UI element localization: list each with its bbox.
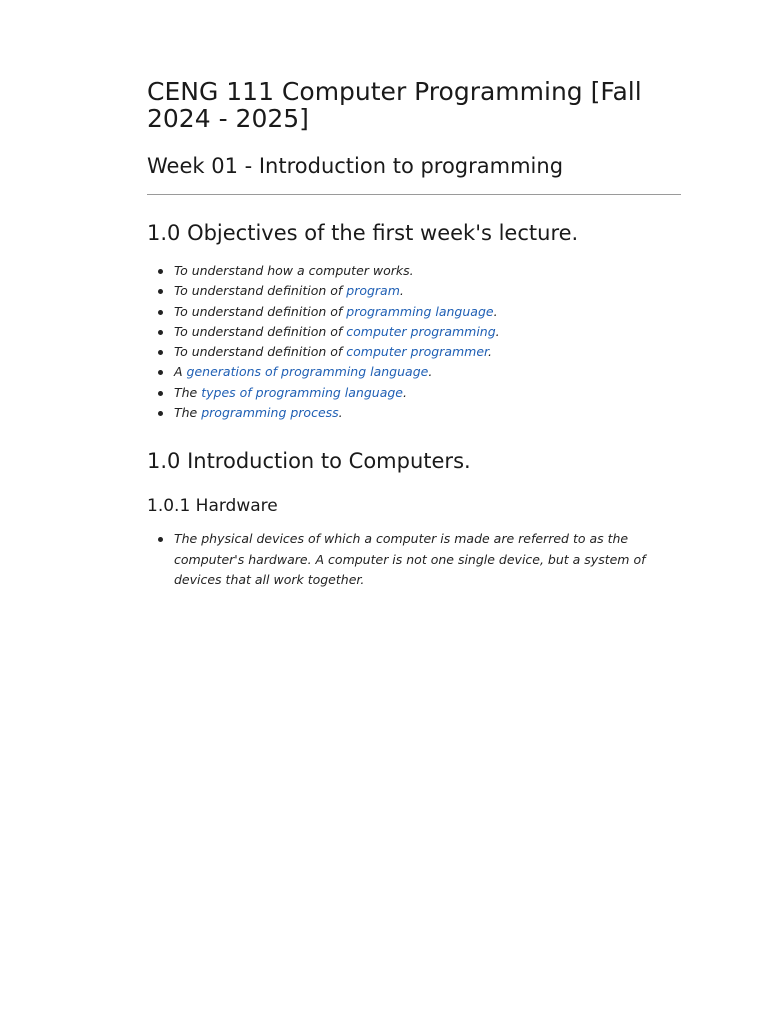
list-item	[174, 383, 681, 403]
list-item	[174, 403, 681, 423]
list-item	[174, 281, 681, 301]
link-program[interactable]: program	[346, 283, 400, 299]
objectives-heading: 1.0 Objectives of the first week's lecture.	[147, 221, 579, 245]
objectives-list	[147, 261, 681, 423]
list-item	[174, 322, 681, 342]
divider	[147, 194, 681, 195]
objective-text: A	[174, 364, 187, 380]
objective-end: .	[399, 283, 404, 299]
link-computer-programming[interactable]: computer programming	[346, 323, 496, 339]
list-item	[174, 302, 681, 322]
objective-text: To understand definition of	[174, 323, 347, 339]
hardware-heading: 1.0.1 Hardware	[147, 496, 278, 517]
week-heading: Week 01 - Introduction to programming	[147, 154, 564, 178]
intro-heading: 1.0 Introduction to Computers.	[147, 449, 471, 474]
hardware-text: The physical devices of which a computer is made are referred to as the computer's hardware. A computer is not one single device, but a system of devices that all work together.	[174, 531, 646, 587]
list-item	[174, 261, 681, 281]
link-generations-of-programming-language[interactable]: generations of programming language	[186, 364, 429, 380]
link-computer-programmer[interactable]: computer programmer	[346, 344, 489, 360]
objective-text: To understand definition of	[174, 283, 347, 299]
objective-text: To understand how a computer works.	[174, 263, 414, 278]
objective-text: The	[174, 405, 202, 421]
list-item	[174, 362, 681, 382]
objective-end: .	[493, 303, 498, 319]
list-item	[174, 342, 681, 362]
objective-end: .	[428, 364, 433, 380]
document-page	[147, 78, 681, 590]
objective-end: .	[495, 323, 500, 339]
hardware-list	[147, 529, 681, 590]
objective-end: .	[338, 405, 343, 421]
objective-text: The	[174, 384, 202, 400]
link-programming-process[interactable]: programming process	[201, 405, 339, 421]
list-item	[174, 529, 681, 590]
objective-text: To understand definition of	[174, 344, 347, 360]
objective-text: To understand definition of	[174, 303, 347, 319]
objective-end: .	[488, 344, 492, 360]
link-types-of-programming-language[interactable]: types of programming language	[201, 384, 403, 400]
link-programming-language[interactable]: programming language	[346, 303, 494, 319]
course-title: CENG 111 Computer Programming [Fall 2024 - 2025]	[147, 77, 642, 133]
objective-end: .	[402, 384, 407, 400]
